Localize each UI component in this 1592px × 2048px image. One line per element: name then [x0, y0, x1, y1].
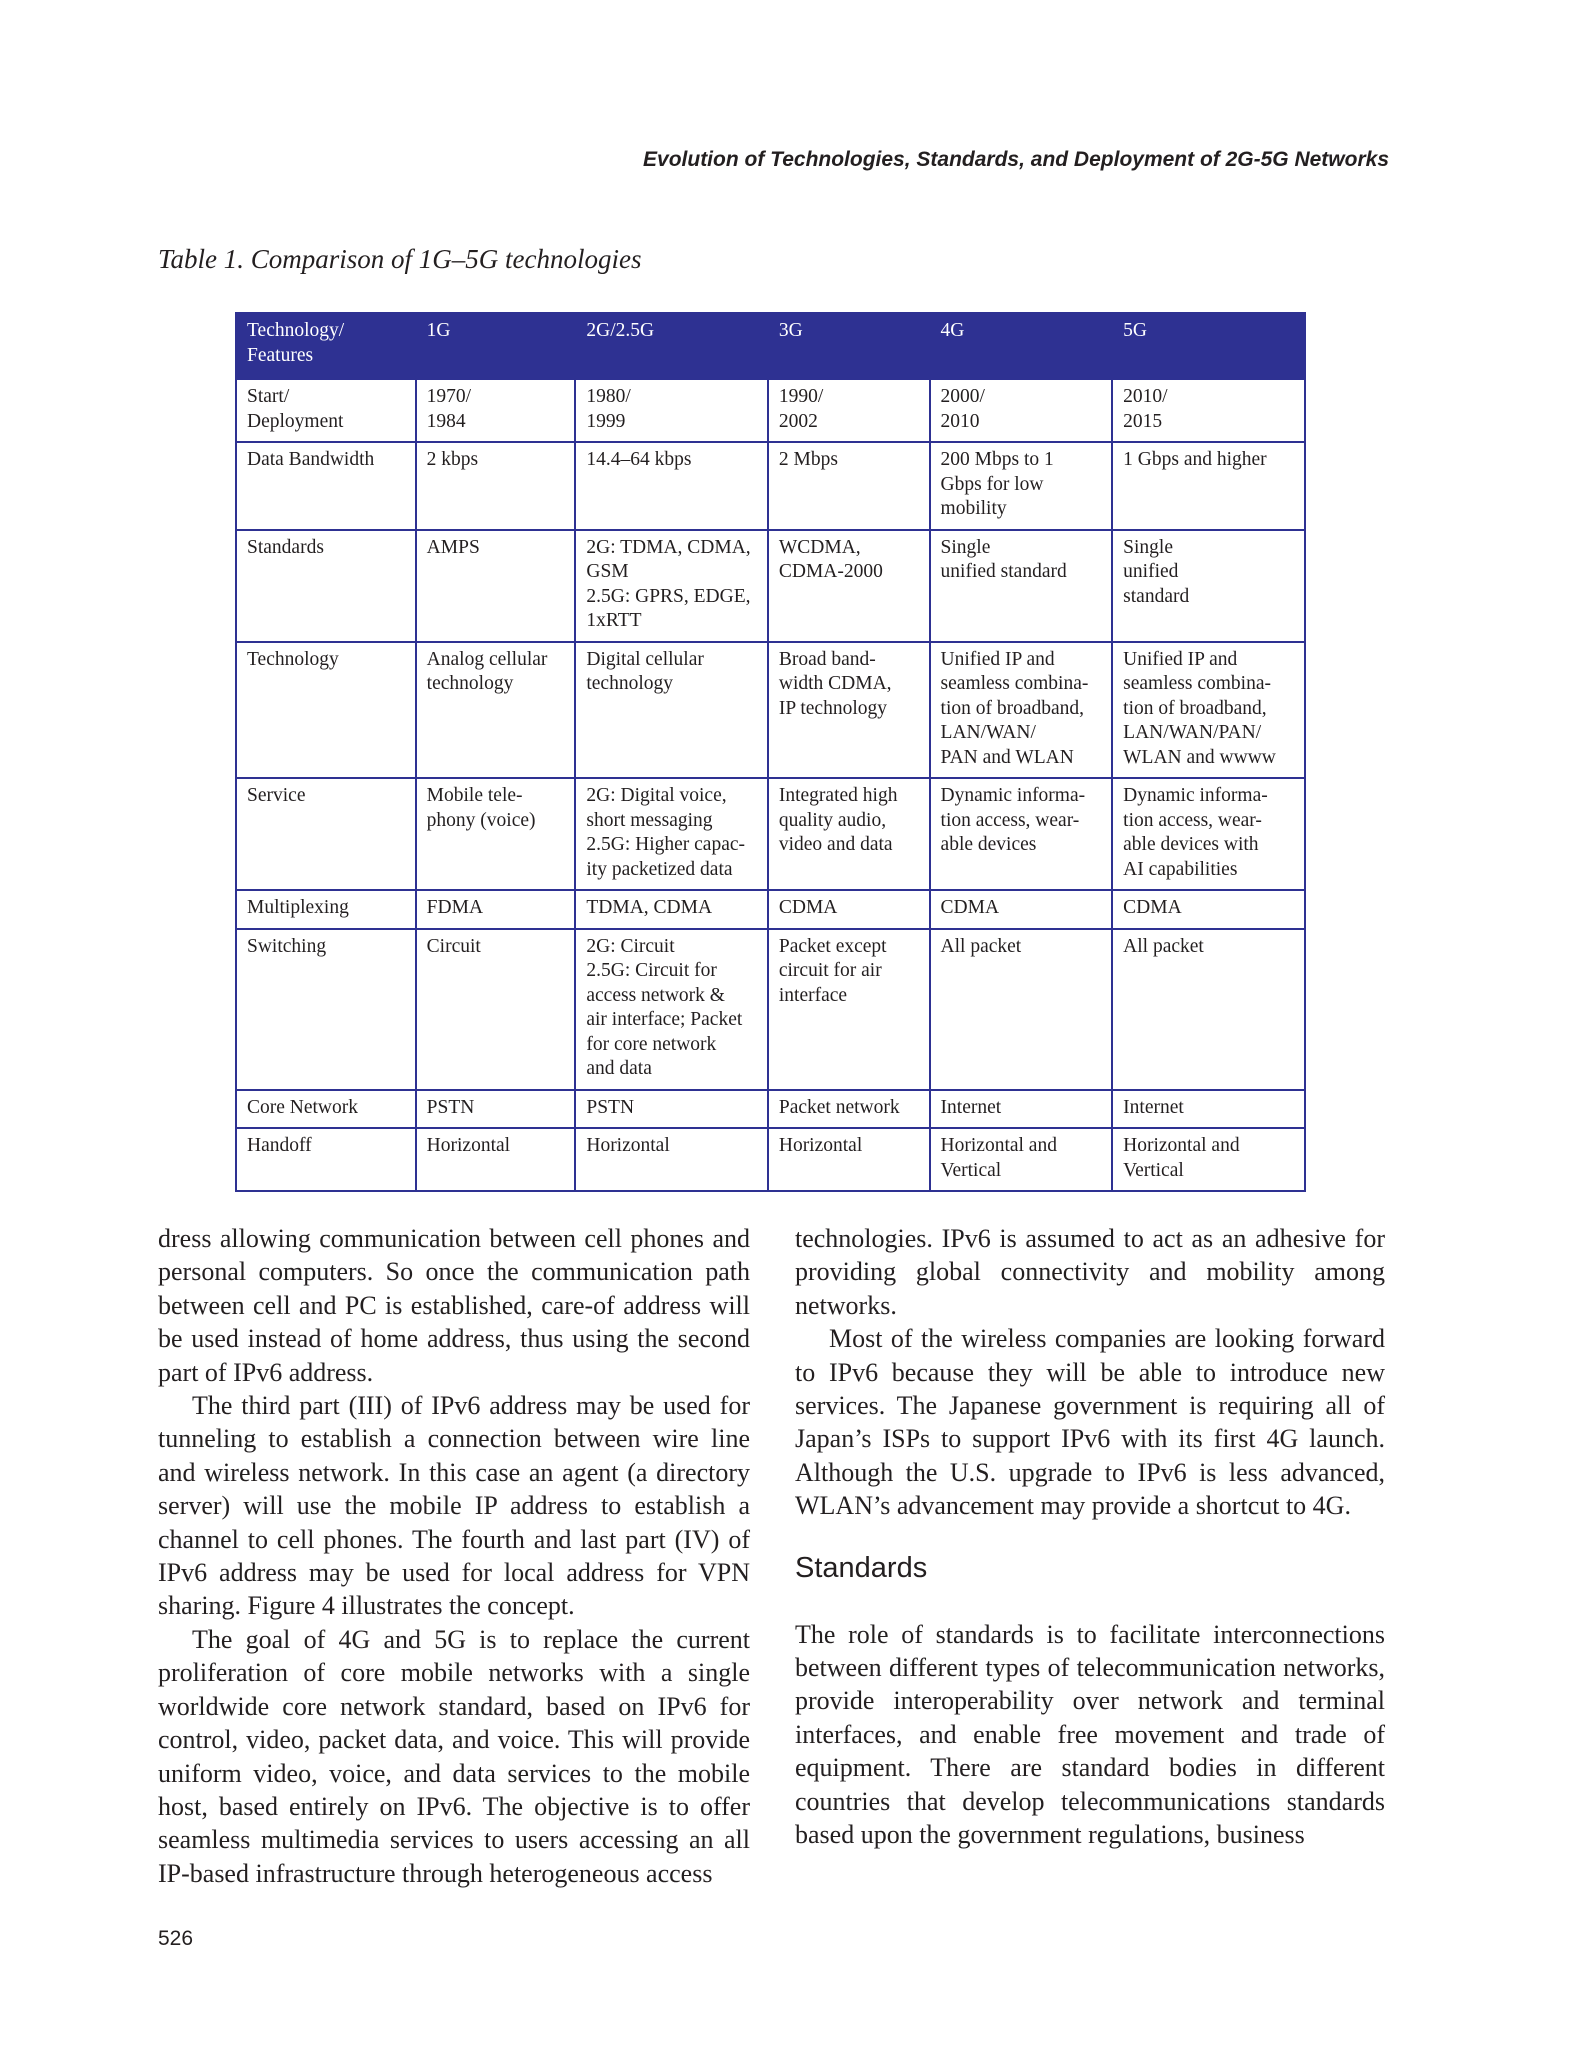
- table-cell: 1970/ 1984: [416, 379, 576, 442]
- table-cell: PSTN: [416, 1090, 576, 1129]
- page-number: 526: [158, 1927, 194, 1950]
- table-cell: Mobile tele- phony (voice): [416, 778, 576, 890]
- table-caption: Table 1. Comparison of 1G–5G technologies: [158, 244, 642, 274]
- table-cell: Horizontal and Vertical: [930, 1128, 1113, 1191]
- table-cell: CDMA: [768, 890, 930, 929]
- table-cell: Multiplexing: [236, 890, 416, 929]
- header-cell: 4G: [930, 313, 1113, 379]
- paragraph: The role of standards is to facilitate interconnections between different types of telecommunication networks, provide interoperability over network and terminal interfaces, and enable free movement and trade of equipment. There are standard bodies in different countries that develop telecommunications standards based upon the government regulations, business: [795, 1619, 1385, 1850]
- table-cell: Horizontal: [575, 1128, 768, 1191]
- table-cell: Analog cellular technology: [416, 642, 576, 779]
- table-cell: CDMA: [1112, 890, 1305, 929]
- table-cell: 2010/ 2015: [1112, 379, 1305, 442]
- table-row: [236, 1090, 1305, 1129]
- table-cell: Technology: [236, 642, 416, 779]
- table-cell: Unified IP and seamless combina- tion of broadband, LAN/WAN/ PAN and WLAN: [930, 642, 1113, 779]
- table-cell: All packet: [930, 929, 1113, 1090]
- table-cell: 2000/ 2010: [930, 379, 1113, 442]
- paragraph: dress allowing communication between cell phones and personal computers. So once the communication path between cell and PC is established, care-of address will be used instead of home address, thus using the second part of IPv6 address.: [158, 1224, 750, 1387]
- table-cell: Data Bandwidth: [236, 442, 416, 530]
- header-cell: 2G/2.5G: [575, 313, 768, 379]
- table-cell: 2G: Circuit 2.5G: Circuit for access network & air interface; Packet for core network and data: [575, 929, 768, 1090]
- table-cell: All packet: [1112, 929, 1305, 1090]
- paragraph: Most of the wireless companies are looking forward to IPv6 because they will be able to introduce new services. The Japanese government is requiring all of Japan’s ISPs to support IPv6 with its first 4G launch. Although the U.S. upgrade to IPv6 is less advanced, WLAN’s advancement may provide a shortcut to 4G.: [795, 1324, 1385, 1521]
- table-cell: Integrated high quality audio, video and data: [768, 778, 930, 890]
- table-cell: 14.4–64 kbps: [575, 442, 768, 530]
- section-heading: Standards: [795, 1551, 928, 1584]
- table-cell: WCDMA, CDMA-2000: [768, 530, 930, 642]
- table-row: [236, 1128, 1305, 1191]
- header-cell: 1G: [416, 313, 576, 379]
- table-cell: Single unified standard: [1112, 530, 1305, 642]
- right-column: [795, 1222, 1385, 1852]
- table-cell: Circuit: [416, 929, 576, 1090]
- table-cell: Service: [236, 778, 416, 890]
- table-cell: 1990/ 2002: [768, 379, 930, 442]
- table-cell: AMPS: [416, 530, 576, 642]
- table-row: [236, 442, 1305, 530]
- table-cell: Digital cellular technology: [575, 642, 768, 779]
- table-cell: Standards: [236, 530, 416, 642]
- table-row: [236, 778, 1305, 890]
- table-cell: 200 Mbps to 1 Gbps for low mobility: [930, 442, 1113, 530]
- table-cell: Packet except circuit for air interface: [768, 929, 930, 1090]
- table-header-row: [236, 313, 1305, 379]
- table-cell: 2 Mbps: [768, 442, 930, 530]
- header-cell: 5G: [1112, 313, 1305, 379]
- table-cell: 2G: Digital voice, short messaging 2.5G: Higher capac- ity packetized data: [575, 778, 768, 890]
- table-cell: Core Network: [236, 1090, 416, 1129]
- paragraph: The goal of 4G and 5G is to replace the current proliferation of core mobile networks with a single worldwide core network standard, based on IPv6 for control, video, packet data, and voice. This will provide uniform video, voice, and data services to the mobile host, based entirely on IPv6. The objective is to offer seamless multimedia services to users accessing an all IP-based infrastructure through heterogeneous access: [158, 1624, 750, 1888]
- table-row: [236, 642, 1305, 779]
- table-cell: TDMA, CDMA: [575, 890, 768, 929]
- table-cell: Dynamic informa- tion access, wear- able devices with AI capabilities: [1112, 778, 1305, 890]
- table-cell: Horizontal: [768, 1128, 930, 1191]
- comparison-table: [235, 312, 1306, 1192]
- running-head: Evolution of Technologies, Standards, and Deployment of 2G-5G Networks: [643, 148, 1389, 171]
- paragraph: The third part (III) of IPv6 address may be used for tunneling to establish a connection between wire line and wireless network. In this case an agent (a directory server) will use the mobile IP address to establish a channel to cell phones. The fourth and last part (IV) of IPv6 address may be used for local address for VPN sharing. Figure 4 illustrates the concept.: [158, 1391, 750, 1621]
- table-cell: Internet: [930, 1090, 1113, 1129]
- header-cell: 3G: [768, 313, 930, 379]
- table-cell: Packet network: [768, 1090, 930, 1129]
- paragraph: technologies. IPv6 is assumed to act as an adhesive for providing global connectivity and mobility among networks.: [795, 1224, 1385, 1320]
- table-cell: Switching: [236, 929, 416, 1090]
- table-cell: Start/ Deployment: [236, 379, 416, 442]
- table-cell: FDMA: [416, 890, 576, 929]
- table-cell: 1980/ 1999: [575, 379, 768, 442]
- table-cell: Horizontal and Vertical: [1112, 1128, 1305, 1191]
- table-row: [236, 929, 1305, 1090]
- table-cell: 2G: TDMA, CDMA, GSM 2.5G: GPRS, EDGE, 1xRTT: [575, 530, 768, 642]
- table-cell: PSTN: [575, 1090, 768, 1129]
- table-cell: Dynamic informa- tion access, wear- able devices: [930, 778, 1113, 890]
- table-cell: Internet: [1112, 1090, 1305, 1129]
- table-cell: Single unified standard: [930, 530, 1113, 642]
- table-cell: CDMA: [930, 890, 1113, 929]
- table-cell: Unified IP and seamless combina- tion of broadband, LAN/WAN/PAN/ WLAN and wwww: [1112, 642, 1305, 779]
- table-cell: Broad band- width CDMA, IP technology: [768, 642, 930, 779]
- table-row: [236, 890, 1305, 929]
- left-column: [158, 1222, 750, 1890]
- table-cell: 2 kbps: [416, 442, 576, 530]
- header-cell: Technology/ Features: [236, 313, 416, 379]
- table-cell: Horizontal: [416, 1128, 576, 1191]
- table-cell: 1 Gbps and higher: [1112, 442, 1305, 530]
- table-row: [236, 379, 1305, 442]
- table-cell: Handoff: [236, 1128, 416, 1191]
- table-row: [236, 530, 1305, 642]
